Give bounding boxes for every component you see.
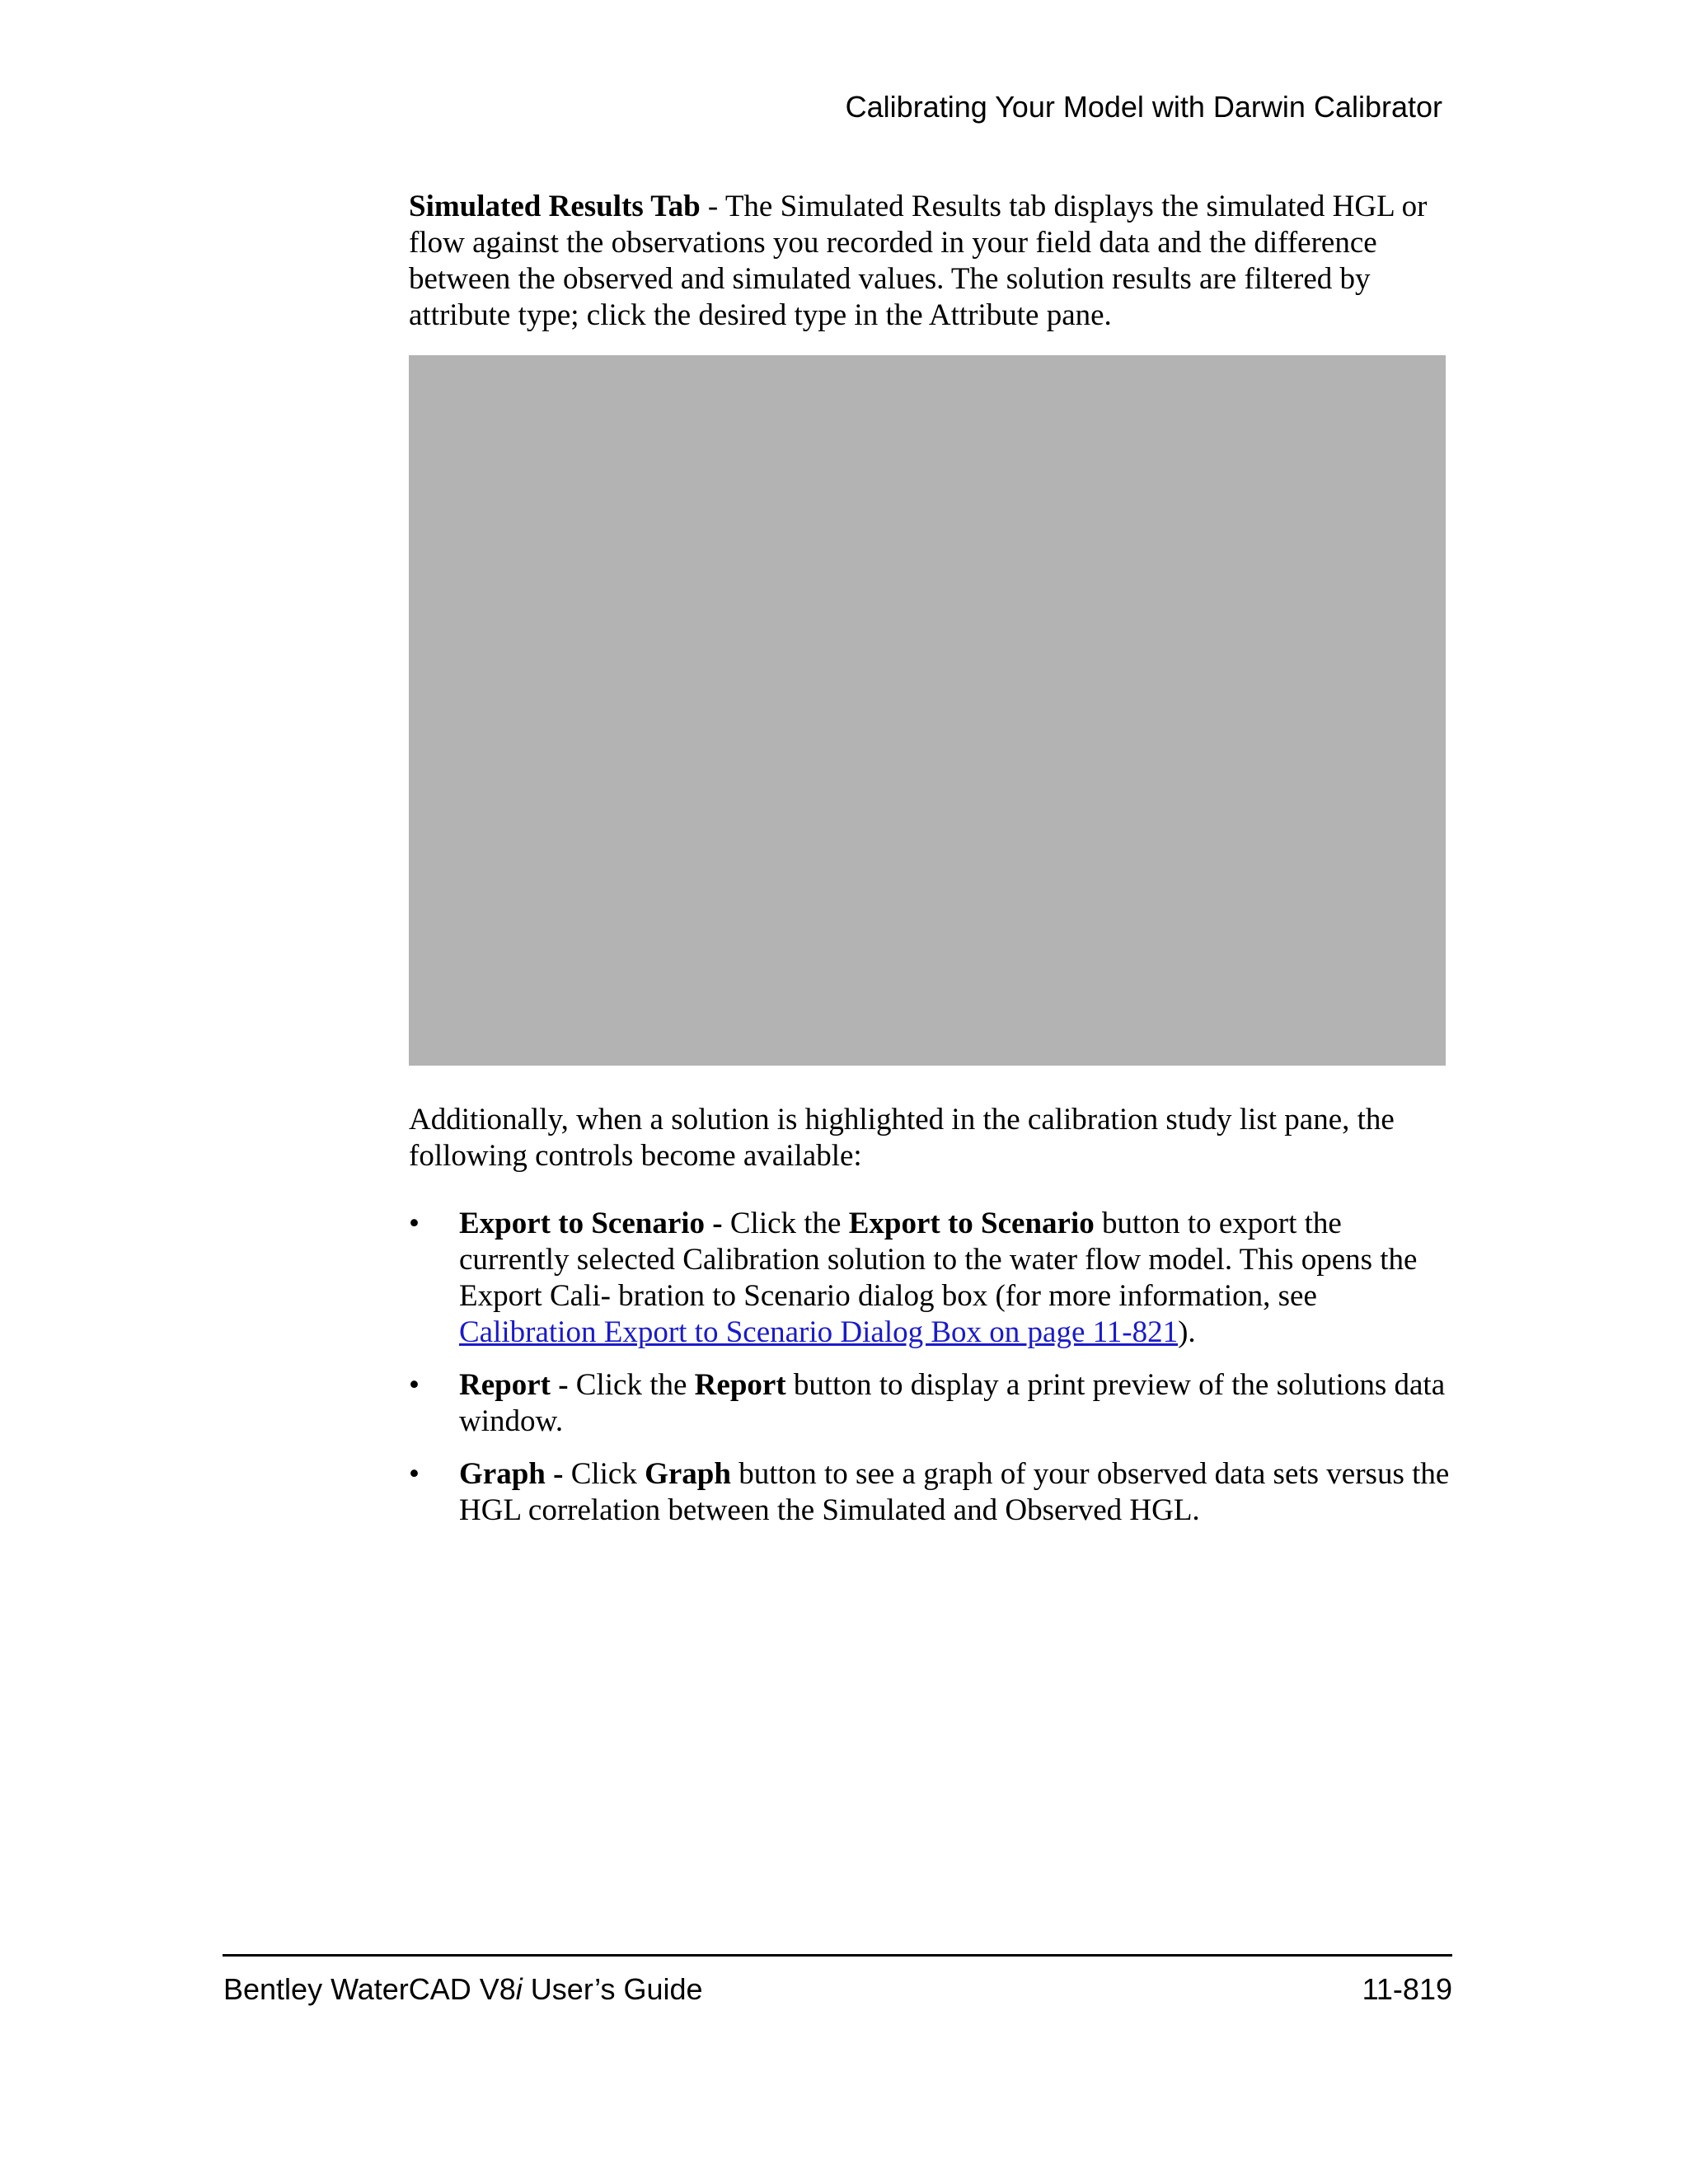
bullet-icon: • xyxy=(409,1207,420,1240)
graph-text-2: button to see a graph of your observed data sets versus the HGL correlation between the Simulated and Observed HGL. xyxy=(459,1457,1450,1527)
bullet-icon: • xyxy=(409,1368,420,1402)
running-header xyxy=(495,89,1442,125)
export-term: Export to Scenario - xyxy=(459,1207,730,1240)
term-separator: - xyxy=(700,190,725,223)
report-term-inline: Report xyxy=(694,1368,786,1402)
page-content xyxy=(409,189,1452,1545)
report-text-2: button to display a print preview of the solutions data window. xyxy=(459,1368,1446,1438)
simulated-results-text: The Simulated Results tab displays the simulated HGL or flow against the observations you recorded in your field data and the difference between the observed and simulated values. The solution results are filtered by attribute type; click the desired type in the Attribute pane. xyxy=(409,190,1428,332)
footer-guide-title xyxy=(223,1971,703,2008)
chapter-title: Calibrating Your Model with Darwin Calibrator xyxy=(845,90,1442,124)
guide-title-prefix: Bentley WaterCAD V8 xyxy=(223,1972,516,2006)
calibration-export-dialog-link[interactable]: Calibration Export to Scenario Dialog Box on page 11-821 xyxy=(459,1315,1179,1349)
graph-term-inline: Graph xyxy=(645,1457,731,1491)
bullet-icon: • xyxy=(409,1457,420,1491)
guide-title-italic: i xyxy=(515,1972,523,2006)
list-item-export-to-scenario xyxy=(409,1206,1452,1351)
simulated-results-screenshot-placeholder xyxy=(409,355,1446,1066)
simulated-results-paragraph xyxy=(409,189,1452,334)
export-text-1: Click the xyxy=(729,1207,849,1240)
list-item-graph xyxy=(409,1456,1452,1529)
export-term-inline: Export to Scenario xyxy=(848,1207,1095,1240)
list-item-report xyxy=(409,1367,1452,1440)
graph-term: Graph - xyxy=(459,1457,571,1491)
report-text-1: Click the xyxy=(575,1368,695,1402)
report-term: Report - xyxy=(459,1368,576,1402)
controls-list xyxy=(409,1206,1452,1529)
graph-text-1: Click xyxy=(570,1457,645,1491)
footer-divider xyxy=(223,1954,1452,1957)
additional-controls-paragraph: Additionally, when a solution is highlighted in the calibration study list pane, the following controls become available: xyxy=(409,1103,1395,1173)
export-text-3: ). xyxy=(1178,1315,1196,1349)
guide-title-suffix: User’s Guide xyxy=(522,1972,703,2006)
page-number: 11-819 xyxy=(1362,1972,1452,2006)
simulated-results-term: Simulated Results Tab xyxy=(409,190,701,223)
export-text-2: button to export the currently selected Calibration solution to the water flow model. This opens the Export Cali- bration to Scenario dialog box (for more information, see xyxy=(459,1207,1418,1313)
